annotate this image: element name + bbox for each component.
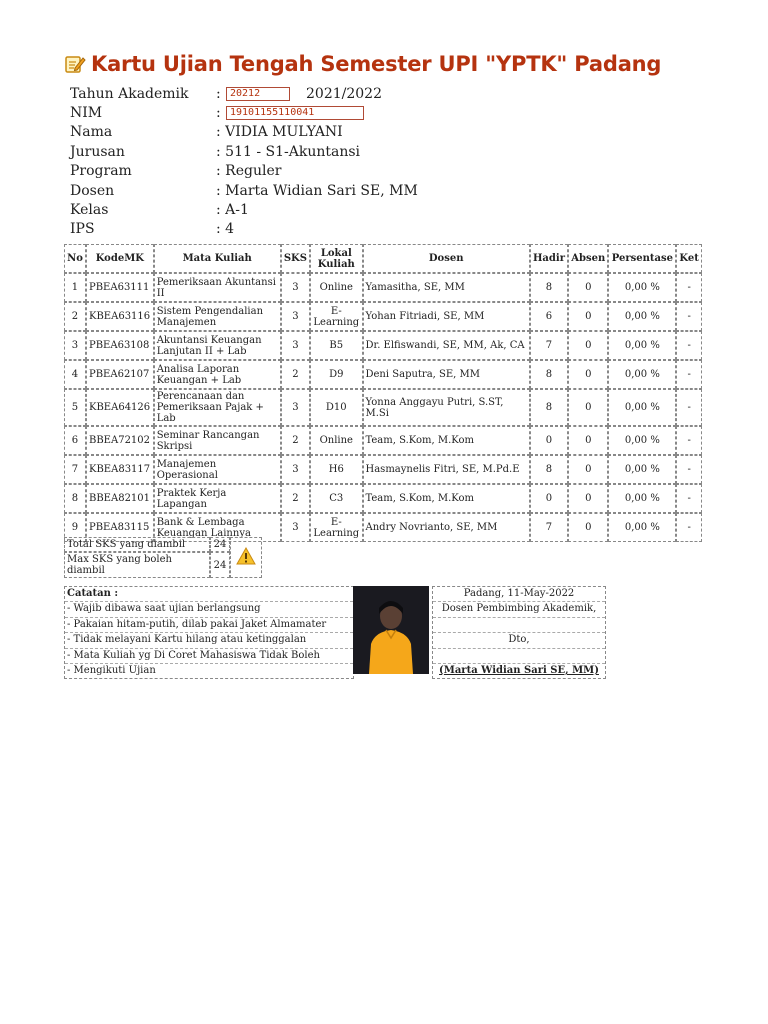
table-row [64,302,702,331]
header-ket: Ket [676,244,702,273]
cell-ket: - [676,426,702,455]
cell-no: 7 [64,455,86,484]
cell-dosen: Team, S.Kom, M.Kom [363,484,530,513]
total-sks-label: Total SKS yang diambil [64,537,210,552]
info-row-ips [70,220,418,239]
cell-sks: 3 [281,455,310,484]
cell-dosen: Deni Saputra, SE, MM [363,360,530,389]
cell-lokal: E-Learning [310,513,362,542]
info-row-nama [70,123,418,142]
cell-mata-kuliah: Bank & Lembaga Keuangan Lainnya [154,513,281,542]
cell-mata-kuliah: Seminar Rancangan Skripsi [154,426,281,455]
cell-sks: 2 [281,426,310,455]
cell-mata-kuliah: Akuntansi Keuangan Lanjutan II + Lab [154,331,281,360]
cell-ket: - [676,360,702,389]
sign-blank [433,649,605,664]
cell-sks: 3 [281,331,310,360]
nama-value: : VIDIA MULYANI [216,124,343,141]
cell-persentase: 0,00 % [608,389,676,426]
max-sks-label: Max SKS yang boleh diambil [64,552,210,578]
colon: : [216,105,221,122]
program-value: : Reguler [216,163,282,180]
cell-ket: - [676,513,702,542]
ips-label: IPS [70,221,95,238]
colon: : [216,85,221,102]
warning-cell [230,537,262,578]
cell-ket: - [676,389,702,426]
header-dosen: Dosen [363,244,530,273]
cell-mata-kuliah: Praktek Kerja Lapangan [154,484,281,513]
cell-absen: 0 [568,426,608,455]
cell-absen: 0 [568,455,608,484]
cell-mata-kuliah: Perencanaan dan Pemeriksaan Pajak + Lab [154,389,281,426]
cell-persentase: 0,00 % [608,513,676,542]
sign-blank [433,618,605,633]
cell-kode: PBEA62107 [86,360,154,389]
table-row [64,426,702,455]
cell-lokal: Online [310,273,362,302]
cell-hadir: 8 [530,455,568,484]
program-label: Program [70,163,132,180]
cell-persentase: 0,00 % [608,455,676,484]
sks-summary [64,537,262,578]
note-item: - Tidak melayani Kartu hilang atau ketinggalan [65,633,353,648]
cell-sks: 2 [281,360,310,389]
cell-absen: 0 [568,273,608,302]
cell-absen: 0 [568,389,608,426]
cell-dosen: Dr. Elfiswandi, SE, MM, Ak, CA [363,331,530,360]
header-absen: Absen [568,244,608,273]
total-sks-value: 24 [210,537,230,552]
dosen-value: : Marta Widian Sari SE, MM [216,182,418,199]
course-table [64,244,702,542]
table-header-row [64,244,702,273]
cell-absen: 0 [568,484,608,513]
cell-no: 5 [64,389,86,426]
cell-sks: 3 [281,389,310,426]
table-row [64,389,702,426]
cell-no: 9 [64,513,86,542]
cell-no: 6 [64,426,86,455]
note-item: - Mengikuti Ujian [67,664,156,676]
cell-no: 3 [64,331,86,360]
note-item: - Wajib dibawa saat ujian berlangsung [65,602,353,617]
cell-kode: PBEA63108 [86,331,154,360]
notes-box [64,586,354,679]
cell-dosen: Hasmaynelis Fitri, SE, M.Pd.E [363,455,530,484]
note-item: - Mata Kuliah yg Di Coret Mahasiswa Tidak Boleh [65,649,353,664]
sign-role: Dosen Pembimbing Akademik, [433,602,605,617]
cell-ket: - [676,331,702,360]
cell-lokal: B5 [310,331,362,360]
cell-kode: KBEA83117 [86,455,154,484]
cell-persentase: 0,00 % [608,484,676,513]
cell-kode: KBEA63116 [86,302,154,331]
student-photo-image [353,586,429,674]
cell-absen: 0 [568,302,608,331]
ips-value: : 4 [216,221,235,238]
student-photo [353,586,429,674]
nim-field: 19101155110041 [226,106,364,120]
cell-dosen: Yamasitha, SE, MM [363,273,530,302]
cell-no: 1 [64,273,86,302]
info-row-program [70,162,418,181]
nim-label: NIM [70,105,103,122]
sign-ttd: Dto, [433,633,605,648]
tahun-code-field: 20212 [226,87,290,101]
cell-persentase: 0,00 % [608,273,676,302]
cell-hadir: 7 [530,513,568,542]
jurusan-label: Jurusan [70,143,125,160]
signature-box [432,586,606,679]
cell-persentase: 0,00 % [608,426,676,455]
cell-sks: 2 [281,484,310,513]
header-sks: SKS [281,244,310,273]
cell-sks: 3 [281,513,310,542]
cell-hadir: 0 [530,484,568,513]
info-row-nim [70,103,418,122]
cell-lokal: E-Learning [310,302,362,331]
table-row [64,484,702,513]
title-row [64,52,661,76]
notes-title: Catatan : [65,587,353,602]
cell-lokal: C3 [310,484,362,513]
cell-hadir: 8 [530,273,568,302]
cell-kode: PBEA63111 [86,273,154,302]
sign-date: Padang, 11-May-2022 [433,587,605,602]
cell-lokal: H6 [310,455,362,484]
nama-label: Nama [70,124,113,141]
cell-ket: - [676,455,702,484]
cell-ket: - [676,273,702,302]
cell-lokal: Online [310,426,362,455]
info-row-kelas [70,200,418,219]
cell-sks: 3 [281,302,310,331]
info-row-tahun [70,84,418,103]
cell-lokal: D9 [310,360,362,389]
tahun-text: 2021/2022 [306,85,382,102]
student-info [70,84,418,239]
cell-dosen: Yohan Fitriadi, SE, MM [363,302,530,331]
kelas-value: : A-1 [216,202,249,219]
cell-lokal: D10 [310,389,362,426]
cell-no: 8 [64,484,86,513]
cell-persentase: 0,00 % [608,331,676,360]
cell-persentase: 0,00 % [608,360,676,389]
cell-mata-kuliah: Manajemen Operasional [154,455,281,484]
cell-absen: 0 [568,513,608,542]
cell-absen: 0 [568,360,608,389]
kelas-label: Kelas [70,202,109,219]
table-row [64,331,702,360]
edit-note-icon [64,53,86,75]
warning-icon [236,547,256,565]
dosen-label: Dosen [70,182,115,199]
cell-hadir: 6 [530,302,568,331]
header-mata-kuliah: Mata Kuliah [154,244,281,273]
sign-name: (Marta Widian Sari SE, MM) [439,664,599,676]
table-row [64,273,702,302]
header-kode: KodeMK [86,244,154,273]
table-row [64,360,702,389]
table-row [64,455,702,484]
header-persentase: Persentase [608,244,676,273]
cell-ket: - [676,302,702,331]
cell-mata-kuliah: Analisa Laporan Keuangan + Lab [154,360,281,389]
cell-kode: KBEA64126 [86,389,154,426]
header-lokal: Lokal Kuliah [310,244,362,273]
cell-no: 2 [64,302,86,331]
header-no: No [64,244,86,273]
jurusan-value: : 511 - S1-Akuntansi [216,143,361,160]
cell-mata-kuliah: Pemeriksaan Akuntansi II [154,273,281,302]
sks-total-row [64,537,262,552]
note-item: - Pakaian hitam-putih, dilab pakai Jaket Almamater [65,618,353,633]
cell-kode: BBEA72102 [86,426,154,455]
max-sks-value: 24 [210,552,230,578]
tahun-label: Tahun Akademik [70,85,189,102]
info-row-jurusan [70,142,418,161]
cell-persentase: 0,00 % [608,302,676,331]
cell-dosen: Andry Novrianto, SE, MM [363,513,530,542]
cell-absen: 0 [568,331,608,360]
cell-mata-kuliah: Sistem Pengendalian Manajemen [154,302,281,331]
cell-hadir: 8 [530,360,568,389]
cell-hadir: 8 [530,389,568,426]
cell-dosen: Yonna Anggayu Putri, S.ST, M.Si [363,389,530,426]
info-row-dosen [70,181,418,200]
cell-kode: BBEA82101 [86,484,154,513]
cell-no: 4 [64,360,86,389]
cell-sks: 3 [281,273,310,302]
header-hadir: Hadir [530,244,568,273]
page-title: Kartu Ujian Tengah Semester UPI "YPTK" Padang [91,52,662,76]
cell-ket: - [676,484,702,513]
cell-dosen: Team, S.Kom, M.Kom [363,426,530,455]
cell-hadir: 0 [530,426,568,455]
cell-hadir: 7 [530,331,568,360]
cell-kode: PBEA83115 [86,513,154,542]
